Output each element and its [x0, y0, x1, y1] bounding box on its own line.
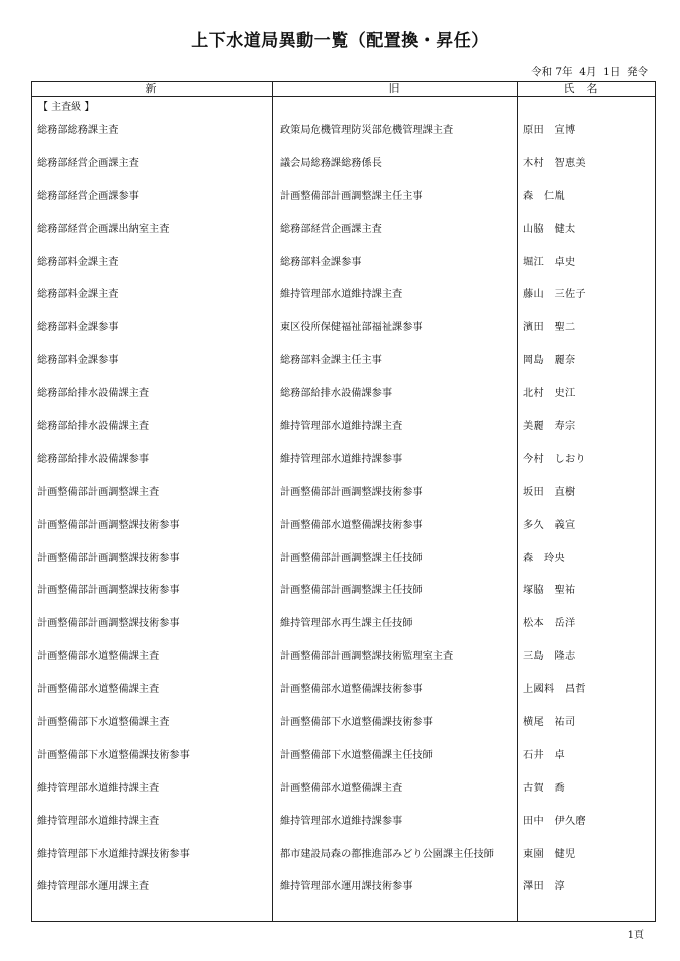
- new-position: 総務部経営企画課出納室主査: [37, 223, 170, 235]
- old-position: 維持管理部水運用課技術参事: [280, 881, 413, 893]
- table-row: [32, 770, 655, 803]
- new-position: 総務部経営企画課参事: [37, 190, 139, 202]
- header-name: 氏名: [563, 82, 610, 95]
- table-row: [32, 737, 655, 770]
- old-position: 維持管理部水道維持課主査: [280, 421, 403, 433]
- person-name: 藤山 三佐子: [523, 289, 586, 301]
- old-position: 計画整備部計画調整課技術監理室主査: [280, 651, 454, 663]
- table-row: [32, 638, 655, 671]
- table-row: [32, 276, 655, 309]
- new-position: 総務部経営企画課主査: [37, 157, 139, 169]
- table-row: [32, 178, 655, 211]
- table-row: [32, 671, 655, 704]
- new-position: 計画整備部下水道整備課主査: [37, 717, 170, 729]
- person-name: 山脇 健太: [523, 223, 576, 235]
- person-name: 堀江 卓史: [523, 256, 576, 268]
- table-row: [32, 441, 655, 474]
- new-position: 総務部料金課参事: [37, 355, 119, 367]
- old-position: 計画整備部水道整備課技術参事: [280, 684, 423, 696]
- page-number: 1頁: [627, 930, 644, 941]
- old-position: 政策局危機管理防災部危機管理課主査: [280, 125, 454, 136]
- new-position: 計画整備部水道整備課主査: [37, 684, 160, 696]
- old-position: 計画整備部計画調整課主任技師: [280, 585, 423, 597]
- table-row: [32, 244, 655, 277]
- new-position: 計画整備部計画調整課技術参事: [37, 618, 180, 630]
- old-position: 計画整備部計画調整課技術参事: [280, 486, 423, 498]
- person-name: 古賀 喬: [523, 782, 565, 794]
- header-old: 旧: [388, 82, 402, 95]
- person-name: 多久 義宣: [523, 519, 576, 531]
- header-new: 新: [145, 82, 159, 95]
- person-name: 坂田 直樹: [523, 486, 576, 498]
- new-position: 維持管理部下水道維持課技術参事: [37, 848, 190, 860]
- table-row: [32, 342, 655, 375]
- new-position: 総務部料金課主査: [37, 256, 119, 268]
- header-divider: [32, 96, 655, 97]
- new-position: 計画整備部水道整備課主査: [37, 651, 160, 663]
- person-name: 今村 しおり: [523, 453, 586, 465]
- table-body: [32, 112, 655, 901]
- new-position: 維持管理部水道維持課主査: [37, 782, 160, 794]
- person-name: 横尾 祐司: [523, 717, 576, 729]
- person-name: 上國料 昌哲: [523, 684, 586, 696]
- old-position: 計画整備部下水道整備課技術参事: [280, 717, 433, 729]
- person-name: 北村 史江: [523, 388, 576, 400]
- old-position: 東区役所保健福祉部福祉課参事: [280, 322, 423, 334]
- table-row: [32, 572, 655, 605]
- new-position: 総務部料金課主査: [37, 289, 119, 301]
- old-position: 計画整備部水道整備課技術参事: [280, 519, 423, 531]
- new-position: 総務部給排水設備課主査: [37, 421, 150, 433]
- table-row: [32, 309, 655, 342]
- new-position: 総務部給排水設備課参事: [37, 453, 150, 465]
- person-name: 原田 宣博: [523, 125, 576, 136]
- new-position: 維持管理部水道維持課主査: [37, 815, 160, 827]
- table-row: [32, 868, 655, 901]
- old-position: 議会局総務課総務係長: [280, 157, 382, 169]
- issue-date: 令和 7年 4月 1日 発令: [531, 66, 648, 78]
- new-position: 維持管理部水運用課主査: [37, 881, 150, 893]
- table-row: [32, 112, 655, 145]
- new-position: 計画整備部計画調整課技術参事: [37, 519, 180, 531]
- person-name: 木村 智恵美: [523, 157, 586, 169]
- person-name: 松本 岳洋: [523, 618, 576, 630]
- person-name: 石井 卓: [523, 749, 565, 761]
- old-position: 維持管理部水道維持課参事: [280, 815, 403, 827]
- table-row: [32, 375, 655, 408]
- person-name: 澤田 淳: [523, 881, 565, 893]
- table-row: [32, 507, 655, 540]
- new-position: 総務部料金課参事: [37, 322, 119, 334]
- old-position: 総務部経営企画課主査: [280, 223, 382, 235]
- new-position: 総務部給排水設備課主査: [37, 388, 150, 400]
- person-name: 森 玲央: [523, 552, 565, 564]
- person-name: 森 仁胤: [523, 190, 565, 202]
- old-position: 総務部給排水設備課参事: [280, 388, 393, 400]
- person-name: 田中 伊久磨: [523, 815, 586, 827]
- new-position: 計画整備部計画調整課技術参事: [37, 552, 180, 564]
- person-name: 美麗 寿宗: [523, 421, 576, 433]
- page-title: 上下水道局異動一覧（配置換・昇任）: [191, 31, 489, 51]
- table-row: [32, 836, 655, 869]
- table-row: [32, 803, 655, 836]
- table-row: [32, 474, 655, 507]
- old-position: 維持管理部水再生課主任技師: [280, 618, 413, 630]
- old-position: 都市建設局森の都推進部みどり公園課主任技師: [280, 848, 494, 860]
- old-position: 総務部料金課参事: [280, 256, 362, 268]
- table-row: [32, 408, 655, 441]
- person-name: 岡島 麗奈: [523, 355, 576, 367]
- person-name: 塚脇 聖祐: [523, 585, 576, 597]
- new-position: 計画整備部計画調整課技術参事: [37, 585, 180, 597]
- old-position: 計画整備部水道整備課主査: [280, 782, 403, 794]
- old-position: 計画整備部計画調整課主任主事: [280, 190, 423, 202]
- old-position: 維持管理部水道維持課参事: [280, 453, 403, 465]
- new-position: 計画整備部計画調整課主査: [37, 486, 160, 498]
- transfer-table: [31, 81, 656, 922]
- table-row: [32, 211, 655, 244]
- old-position: 計画整備部計画調整課主任技師: [280, 552, 423, 564]
- new-position: 計画整備部下水道整備課技術参事: [37, 749, 190, 761]
- person-name: 濱田 聖二: [523, 322, 576, 334]
- old-position: 維持管理部水道維持課主査: [280, 289, 403, 301]
- section-label: 【 主査級 】: [38, 102, 95, 113]
- old-position: 総務部料金課主任主事: [280, 355, 382, 367]
- table-row: [32, 145, 655, 178]
- person-name: 三島 隆志: [523, 651, 576, 663]
- person-name: 東園 健児: [523, 848, 576, 860]
- table-row: [32, 605, 655, 638]
- old-position: 計画整備部下水道整備課主任技師: [280, 749, 433, 761]
- table-row: [32, 704, 655, 737]
- new-position: 総務部総務課主査: [37, 125, 119, 136]
- table-row: [32, 540, 655, 573]
